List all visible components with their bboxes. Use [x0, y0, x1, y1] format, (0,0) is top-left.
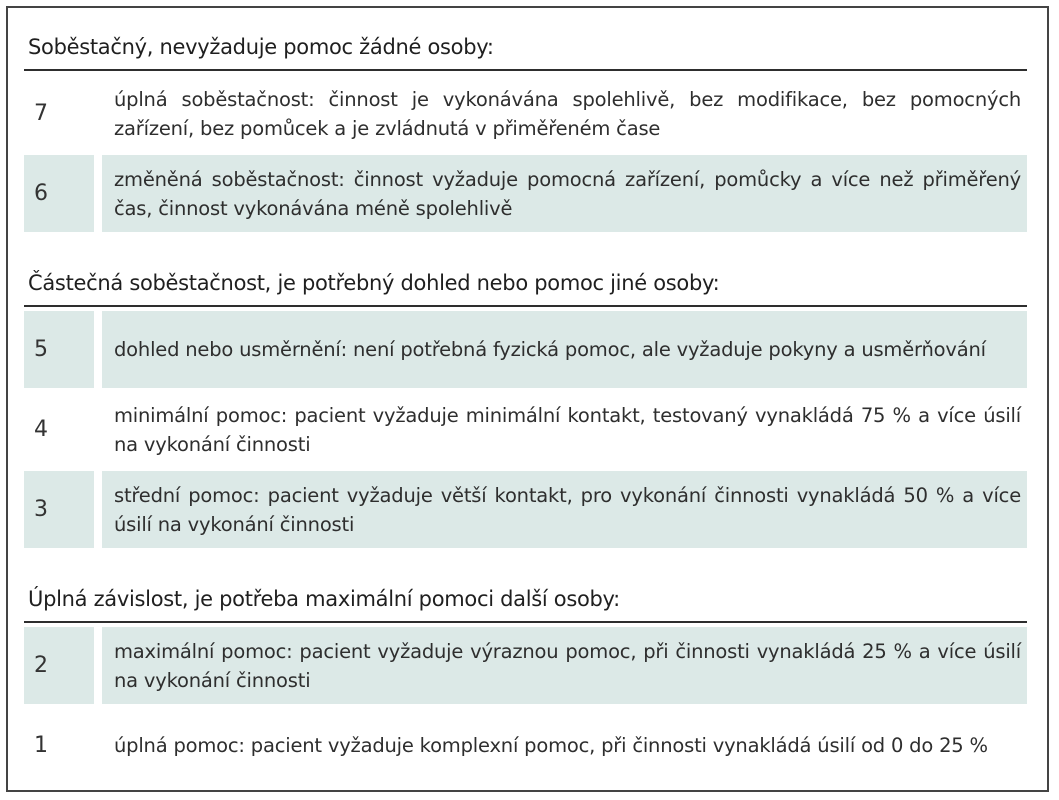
- section-dependent: [24, 578, 1027, 784]
- description-cell: [102, 471, 1027, 548]
- score-cell: 1: [34, 733, 48, 758]
- table-row: [24, 311, 1027, 388]
- description-cell: [102, 707, 1027, 784]
- description-text: minimální pomoc: pacient vyžaduje minimální kontakt, testovaný vynakládá 75 % a více úsilí na vykonání činnosti: [114, 403, 1021, 456]
- description-cell: [102, 75, 1027, 152]
- description-text: úplná soběstačnost: činnost je vykonávána spolehlivě, bez modifikace, bez pomocných zařízení, bez pomůcek a je zvládnutá v přiměřeném čase: [114, 87, 1021, 140]
- section-title: Úplná závislost, je potřeba maximální pomoci další osoby:: [24, 578, 1027, 623]
- table-row: [24, 391, 1027, 468]
- table-row: [24, 471, 1027, 548]
- score-cell: 6: [24, 155, 94, 232]
- table-row: [24, 707, 1027, 784]
- description-text: úplná pomoc: pacient vyžaduje komplexní pomoc, při činnosti vynakládá úsilí od 0 do 25 %: [114, 734, 988, 757]
- description-cell: [102, 627, 1027, 704]
- score-cell: 5: [24, 311, 94, 388]
- section-title: Soběstačný, nevyžaduje pomoc žádné osoby:: [24, 26, 1027, 71]
- section-independent: [24, 26, 1027, 232]
- score-cell: 4: [34, 417, 48, 442]
- table-row: [24, 627, 1027, 704]
- score-cell: 3: [24, 471, 94, 548]
- description-text: dohled nebo usměrnění: není potřebná fyzická pomoc, ale vyžaduje pokyny a usměrňování: [114, 338, 986, 361]
- table-row: [24, 75, 1027, 152]
- score-cell: 2: [24, 627, 94, 704]
- section-partial: [24, 262, 1027, 548]
- section-title: Částečná soběstačnost, je potřebný dohled nebo pomoc jiné osoby:: [24, 262, 1027, 307]
- description-text: maximální pomoc: pacient vyžaduje výraznou pomoc, při činnosti vynakládá 25 % a více úsilí na vykonání činnosti: [114, 639, 1021, 692]
- description-cell: [102, 155, 1027, 232]
- description-cell: [102, 311, 1027, 388]
- description-cell: [102, 391, 1027, 468]
- description-text: změněná soběstačnost: činnost vyžaduje pomocná zařízení, pomůcky a více než přiměřený čas, činnost vykonávána méně spolehlivě: [114, 167, 1021, 220]
- score-cell: 7: [34, 101, 48, 126]
- table-row: [24, 155, 1027, 232]
- description-text: střední pomoc: pacient vyžaduje větší kontakt, pro vykonání činnosti vynakládá 50 % a více úsilí na vykonání činnosti: [114, 483, 1021, 536]
